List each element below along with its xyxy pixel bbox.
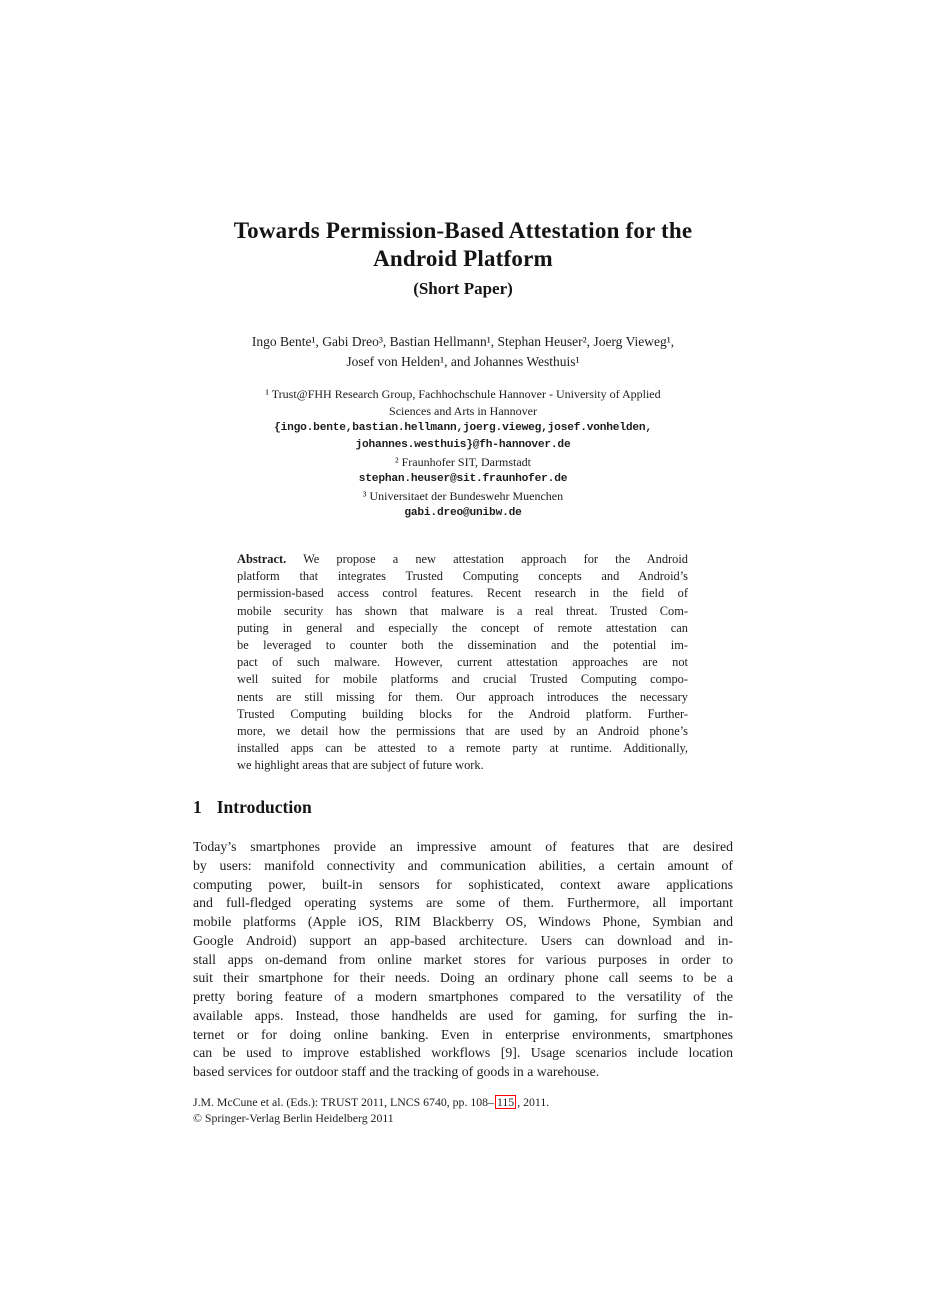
- text-line: Trusted Computing building blocks for the Android platform. Further-: [237, 706, 688, 721]
- affiliation-2-email: stephan.heuser@sit.fraunhofer.de: [358, 473, 568, 485]
- text-line: more, we detail how the permissions that are used by an Android phone’s: [237, 724, 688, 739]
- text-line: we highlight areas that are subject of future work.: [237, 758, 484, 773]
- footer-copyright-line: © Springer-Verlag Berlin Heidelberg 2011: [193, 1111, 394, 1125]
- text-line: can be used to improve established workflows [9]. Usage scenarios include location: [193, 1045, 733, 1061]
- text-line: platform that integrates Trusted Computing concepts and Android’s: [237, 569, 688, 584]
- text-line: pretty boring feature of a modern smartphones compared to the versatility of the: [193, 989, 733, 1004]
- footer-citation-line: [193, 1094, 733, 1110]
- paper-title-line2: Android Platform: [373, 246, 553, 271]
- text-line: available apps. Instead, those handhelds are used for gaming, for surfing the in-: [193, 1007, 733, 1023]
- footer-citation-prefix: J.M. McCune et al. (Eds.): TRUST 2011, LNCS 6740, pp. 108–: [193, 1095, 494, 1109]
- paper-subtitle: (Short Paper): [413, 279, 513, 298]
- section-number: 1: [193, 797, 202, 817]
- text-line: well suited for mobile platforms and crucial Trusted Computing compo-: [237, 672, 688, 687]
- authors-line1: Ingo Bente¹, Gabi Dreo³, Bastian Hellmann¹, Stephan Heuser², Joerg Vieweg¹,: [251, 334, 675, 349]
- page-reference-link[interactable]: 115: [496, 1095, 515, 1109]
- text-line: installed apps can be attested to a remote party at runtime. Additionally,: [237, 741, 688, 756]
- paper-title-line1: Towards Permission-Based Attestation for the: [233, 218, 693, 243]
- footer-citation-suffix: , 2011.: [517, 1095, 550, 1109]
- text-line: by users: manifold connectivity and communication abilities, a certain amount of: [193, 857, 733, 873]
- affiliation-block: [193, 386, 733, 522]
- section-title: Introduction: [216, 797, 312, 817]
- affiliation-2: ² Fraunhofer SIT, Darmstadt: [394, 455, 531, 469]
- text-line: Abstract. We propose a new attestation approach for the Android: [237, 552, 688, 566]
- text-line: Google Android) support an app-based architecture. Users can download and in-: [193, 932, 733, 948]
- text-line: mobile security has shown that malware is a real threat. Trusted Com-: [237, 603, 688, 618]
- text-line: stall apps on-demand from online market stores for various purposes in order to: [193, 951, 733, 967]
- introduction-paragraph: [193, 838, 733, 1082]
- affiliation-3-email: gabi.dreo@unibw.de: [404, 507, 522, 519]
- text-line: puting in general and especially the concept of remote attestation can: [237, 620, 688, 635]
- affiliation-3: ³ Universitaet der Bundeswehr Muenchen: [362, 489, 564, 503]
- text-line: pact of such malware. However, current attestation approaches are not: [237, 655, 688, 670]
- text-line: based services for outdoor staff and the tracking of goods in a warehouse.: [193, 1064, 600, 1079]
- text-line: ternet or for doing online banking. Even in enterprise environments, smartphones: [193, 1026, 733, 1042]
- text-line: be leveraged to counter both the dissemination and the potential im-: [237, 638, 688, 653]
- text-line: Today’s smartphones provide an impressive amount of features that are desired: [193, 839, 733, 854]
- affiliation-1-line2: Sciences and Arts in Hannover: [389, 404, 537, 418]
- text-line: suit their smartphone for their needs. Doing an ordinary phone call seems to be a: [193, 970, 733, 986]
- affiliation-1-emails-line1: {ingo.bente,bastian.hellmann,joerg.vieweg,josef.vonhelden,: [274, 422, 652, 434]
- text-line: nents are still missing for them. Our approach introduces the necessary: [237, 689, 688, 704]
- affiliation-1-emails-line2: johannes.westhuis}@fh-hannover.de: [355, 439, 571, 451]
- author-list: [193, 332, 733, 372]
- authors-line2: Josef von Helden¹, and Johannes Westhuis¹: [346, 354, 580, 369]
- text-line: and full-fledged operating systems are some of them. Furthermore, all important: [193, 895, 733, 911]
- section-heading: [193, 797, 733, 818]
- text-line: permission-based access control features. Recent research in the field of: [237, 586, 688, 601]
- paper-title: [193, 217, 733, 273]
- text-line: mobile platforms (Apple iOS, RIM Blackberry OS, Windows Phone, Symbian and: [193, 914, 733, 929]
- text-line: computing power, built-in sensors for sophisticated, context aware applications: [193, 876, 733, 892]
- affiliation-1-line1: ¹ Trust@FHH Research Group, Fachhochschule Hannover - University of Applied: [265, 387, 661, 401]
- abstract-paragraph: [237, 551, 688, 775]
- footer: [193, 1094, 733, 1126]
